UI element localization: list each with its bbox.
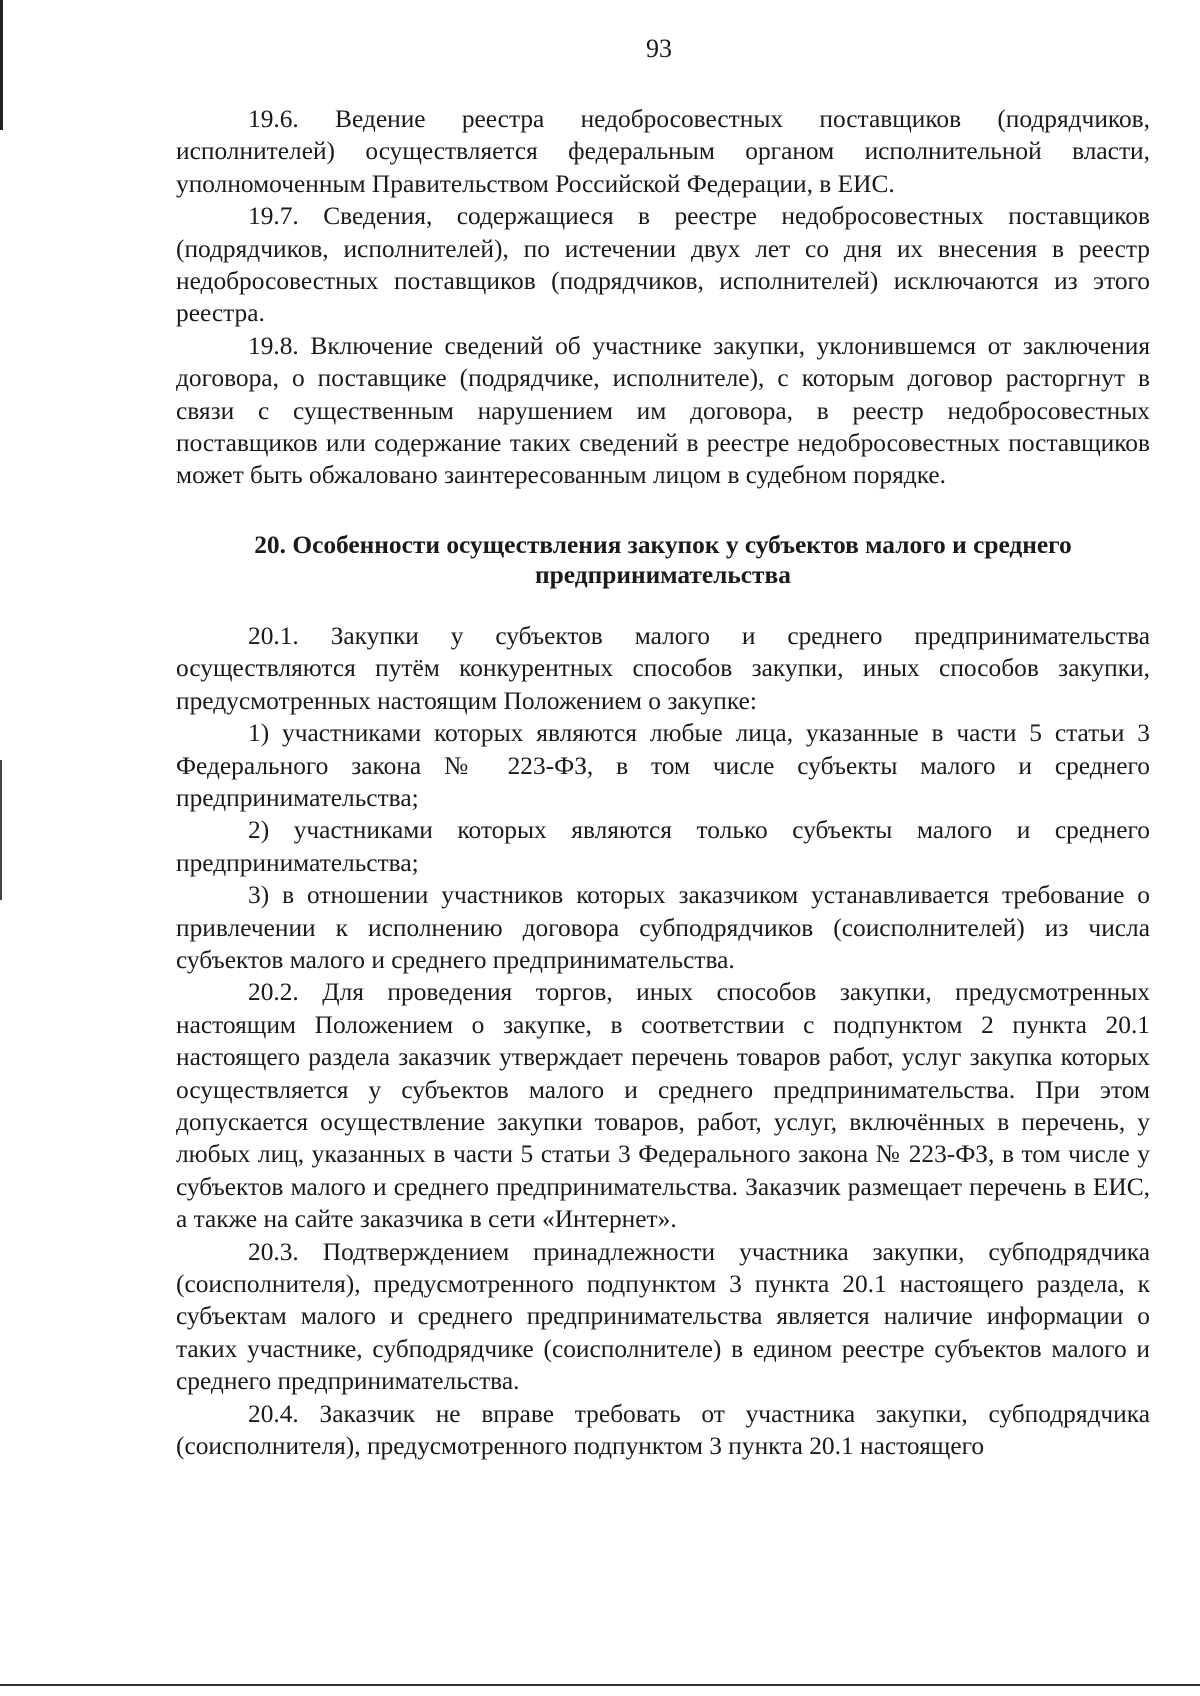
- scan-edge-mark: [0, 760, 2, 900]
- paragraph-20-3: 20.3. Подтверждением принадлежности участника закупки, субподрядчика (соисполнителя), предусмотренного подпунктом 3 пункта 20.1 настоящего раздела, к субъектам малого и среднего предпринимательства является наличие информации о таких участнике, субподрядчике (соисполнителе) в едином реестре субъектов малого и среднего предпринимательства.: [176, 1237, 1150, 1396]
- paragraph-20-1: 20.1. Закупки у субъектов малого и среднего предпринимательства осуществляются путём конкурентных способов закупки, иных способов закупки, предусмотренных настоящим Положением о закупке:: [176, 621, 1150, 715]
- paragraph-19-7: 19.7. Сведения, содержащиеся в реестре недобросовестных поставщиков (подрядчиков, исполнителей), по истечении двух лет со дня их внесения в реестр недобросовестных поставщиков (подрядчиков, исполнителей) исключаются из этого реестра.: [176, 202, 1150, 328]
- section-heading: 20. Особенности осуществления закупок у субъектов малого и среднего предпринимательства: [254, 530, 1072, 589]
- scan-edge-mark: [0, 0, 3, 130]
- list-item-3: 3) в отношении участников которых заказчиком устанавливается требование о привлечении к исполнению договора субподрядчиков (соисполнителей) из числа субъектов малого и среднего предпринимательства.: [176, 881, 1150, 974]
- paragraph-20-2: 20.2. Для проведения торгов, иных способов закупки, предусмотренных настоящим Положением о закупке, в соответствии с подпунктом 2 пункта 20.1 настоящего раздела заказчик утверждает перечень товаров работ, услуг закупка которых осуществляется у субъектов малого и среднего предпринимательства. При этом допускается осуществление закупки товаров, работ, услуг, включённых в перечень, у любых лиц, указанных в части 5 статьи 3 Федерального закона № 223-ФЗ, в том числе у субъектов малого и среднего предпринимательства. Заказчик размещает перечень в ЕИС, а также на сайте заказчика в сети «Интернет».: [176, 978, 1150, 1234]
- document-body: [176, 103, 1150, 1462]
- list-item-2: 2) участниками которых являются только субъекты малого и среднего предпринимательства;: [176, 816, 1150, 877]
- list-item-1: 1) участниками которых являются любые лица, указанные в части 5 статьи 3 Федерального закона № 223-ФЗ, в том числе субъекты малого и среднего предпринимательства;: [176, 719, 1150, 812]
- page-number: 93: [646, 34, 672, 63]
- paragraph-19-6: 19.6. Ведение реестра недобросовестных поставщиков (подрядчиков, исполнителей) осуществляется федеральным органом исполнительной власти, уполномоченным Правительством Российской Федерации, в ЕИС.: [176, 105, 1150, 198]
- scan-bottom-line: [0, 1684, 1200, 1686]
- paragraph-20-4: 20.4. Заказчик не вправе требовать от участника закупки, субподрядчика (соисполнителя), предусмотренного подпунктом 3 пункта 20.1 настоящего: [176, 1399, 1150, 1461]
- paragraph-19-8: 19.8. Включение сведений об участнике закупки, уклонившемся от заключения договора, о поставщике (подрядчике, исполнителе), с которым договор расторгнут в связи с существенным нарушением им договора, в реестр недобросовестных поставщиков или содержание таких сведений в реестре недобросовестных поставщиков может быть обжаловано заинтересованным лицом в судебном порядке.: [176, 331, 1150, 490]
